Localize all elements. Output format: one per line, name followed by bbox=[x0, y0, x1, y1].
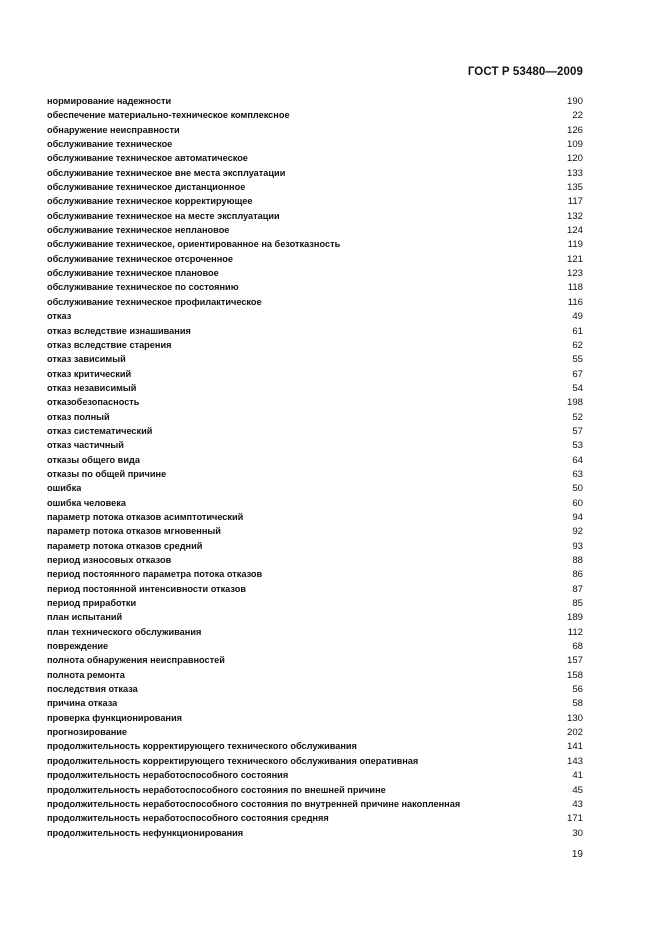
index-entry bbox=[47, 438, 583, 452]
index-page-ref: 58 bbox=[572, 698, 583, 710]
index-page-ref: 143 bbox=[566, 755, 583, 767]
index-term: обслуживание техническое дистанционное bbox=[47, 182, 246, 193]
index-entry bbox=[47, 625, 583, 639]
index-term: полнота обнаружения неисправностей bbox=[47, 655, 225, 666]
index-entry bbox=[47, 696, 583, 710]
index-term: план технического обслуживания bbox=[47, 626, 202, 637]
index-page-ref: 118 bbox=[567, 282, 583, 294]
index-term: отказ критический bbox=[47, 368, 132, 379]
index-entry bbox=[47, 123, 583, 137]
index-page-ref: 157 bbox=[566, 655, 583, 667]
index-term: нормирование надежности bbox=[47, 96, 172, 106]
index-page-ref: 190 bbox=[566, 96, 583, 107]
index-page-ref: 49 bbox=[572, 311, 583, 323]
index-term: обслуживание техническое профилактическое bbox=[47, 296, 262, 307]
index-entry bbox=[47, 410, 583, 424]
index-page-ref: 126 bbox=[566, 124, 583, 136]
index-page-ref: 94 bbox=[572, 511, 583, 523]
index-entry bbox=[47, 338, 583, 352]
index-page-ref: 189 bbox=[566, 612, 583, 624]
index-term: отказ независимый bbox=[47, 382, 137, 393]
index-term: параметр потока отказов асимптотический bbox=[47, 511, 244, 522]
index-page-ref: 132 bbox=[566, 210, 583, 222]
index-entry bbox=[47, 510, 583, 524]
index-page-ref: 61 bbox=[572, 325, 583, 337]
index-term: повреждение bbox=[47, 641, 109, 652]
index-entry bbox=[47, 237, 583, 251]
index-entry bbox=[47, 280, 583, 294]
index-term: период приработки bbox=[47, 598, 137, 609]
index-entry bbox=[47, 596, 583, 610]
index-entry bbox=[47, 309, 583, 323]
document-header-standard-code: ГОСТ Р 53480—2009 bbox=[467, 66, 583, 78]
index-page-ref: 55 bbox=[572, 354, 583, 366]
index-page-ref: 123 bbox=[566, 268, 583, 280]
index-entry bbox=[47, 553, 583, 567]
index-term: параметр потока отказов мгновенный bbox=[47, 526, 221, 537]
index-page-ref: 87 bbox=[572, 583, 583, 595]
index-term: проверка функционирования bbox=[47, 712, 182, 723]
index-page-ref: 54 bbox=[572, 382, 583, 394]
index-term: продолжительность корректирующего технического обслуживания оперативная bbox=[47, 755, 419, 766]
index-term: отказ частичный bbox=[47, 440, 124, 451]
index-page-ref: 121 bbox=[566, 253, 583, 265]
index-page-ref: 67 bbox=[572, 368, 583, 380]
index-term: последствия отказа bbox=[47, 684, 138, 695]
index-page-ref: 198 bbox=[566, 397, 583, 409]
index-entry bbox=[47, 467, 583, 481]
index-term: обслуживание техническое на месте эксплуатации bbox=[47, 210, 280, 221]
index-term: ошибка bbox=[47, 483, 82, 494]
index-entry bbox=[47, 739, 583, 753]
index-page-ref: 52 bbox=[572, 411, 583, 423]
index-term: продолжительность неработоспособного состояния bbox=[47, 770, 289, 781]
index-page-ref: 202 bbox=[566, 727, 583, 739]
index-page-ref: 171 bbox=[566, 813, 583, 825]
index-page-ref: 158 bbox=[566, 669, 583, 681]
index-term: обслуживание техническое, ориентированное на безотказность bbox=[47, 239, 341, 250]
index-entry bbox=[47, 180, 583, 194]
index-entry bbox=[47, 711, 583, 725]
index-page-ref: 64 bbox=[572, 454, 583, 466]
index-term: причина отказа bbox=[47, 698, 118, 709]
index-page-ref: 135 bbox=[566, 182, 583, 194]
index-page-ref: 22 bbox=[572, 110, 583, 122]
index-page-ref: 68 bbox=[572, 641, 583, 653]
index-entry bbox=[47, 610, 583, 624]
index-term: отказ bbox=[47, 311, 72, 322]
index-term: отказы по общей причине bbox=[47, 468, 167, 479]
index-entry bbox=[47, 252, 583, 266]
index-entry bbox=[47, 424, 583, 438]
index-entry bbox=[47, 754, 583, 768]
page-number: 19 bbox=[571, 849, 583, 860]
index-term: продолжительность неработоспособного состояния средняя bbox=[47, 813, 329, 824]
index-entry bbox=[47, 395, 583, 409]
index-page-ref: 86 bbox=[572, 569, 583, 581]
index-entry bbox=[47, 137, 583, 151]
index-term: продолжительность неработоспособного состояния по внутренней причине накопленная bbox=[47, 798, 461, 809]
index-page-ref: 120 bbox=[566, 153, 583, 165]
index-term: обслуживание техническое bbox=[47, 139, 173, 150]
index-entry bbox=[47, 453, 583, 467]
index-page-ref: 57 bbox=[572, 425, 583, 437]
index-entry bbox=[47, 496, 583, 510]
index-page-ref: 30 bbox=[572, 827, 583, 839]
index-page-ref: 45 bbox=[572, 784, 583, 796]
index-term: обслуживание техническое вне места эксплуатации bbox=[47, 167, 286, 178]
index-term: обслуживание техническое корректирующее bbox=[47, 196, 253, 207]
index-entry bbox=[47, 94, 583, 108]
index-term: продолжительность неработоспособного состояния по внешней причине bbox=[47, 784, 386, 795]
index-term: отказ вследствие старения bbox=[47, 339, 172, 350]
index-page-ref: 117 bbox=[567, 196, 583, 208]
index-page-ref: 85 bbox=[572, 598, 583, 610]
index-page-ref: 109 bbox=[566, 139, 583, 151]
index-term: отказ зависимый bbox=[47, 354, 126, 365]
index-term: полнота ремонта bbox=[47, 669, 125, 680]
index-page-ref: 119 bbox=[567, 239, 583, 251]
index-term: период постоянной интенсивности отказов bbox=[47, 583, 246, 594]
subject-index-list bbox=[47, 94, 583, 840]
index-entry bbox=[47, 539, 583, 553]
index-entry bbox=[47, 381, 583, 395]
index-entry bbox=[47, 582, 583, 596]
index-entry bbox=[47, 783, 583, 797]
index-term: прогнозирование bbox=[47, 727, 128, 738]
index-entry bbox=[47, 682, 583, 696]
index-entry bbox=[47, 352, 583, 366]
index-entry bbox=[47, 223, 583, 237]
index-term: период постоянного параметра потока отказов bbox=[47, 569, 263, 580]
index-entry bbox=[47, 209, 583, 223]
index-term: отказ полный bbox=[47, 411, 110, 422]
index-page-ref: 92 bbox=[572, 526, 583, 538]
index-term: обслуживание техническое автоматическое bbox=[47, 153, 248, 164]
index-page-ref: 63 bbox=[572, 468, 583, 480]
index-term: обслуживание техническое неплановое bbox=[47, 225, 230, 236]
index-term: обеспечение материально-техническое комплексное bbox=[47, 110, 290, 121]
index-entry bbox=[47, 166, 583, 180]
index-entry bbox=[47, 108, 583, 122]
index-page-ref: 62 bbox=[572, 339, 583, 351]
index-entry bbox=[47, 826, 583, 840]
index-term: параметр потока отказов средний bbox=[47, 540, 203, 551]
index-entry bbox=[47, 295, 583, 309]
index-entry bbox=[47, 367, 583, 381]
index-entry bbox=[47, 266, 583, 280]
index-page-ref: 116 bbox=[567, 296, 583, 308]
index-term: продолжительность нефункционирования bbox=[47, 827, 244, 838]
index-term: продолжительность корректирующего технического обслуживания bbox=[47, 741, 357, 752]
index-page-ref: 93 bbox=[572, 540, 583, 552]
index-term: обслуживание техническое отсроченное bbox=[47, 253, 233, 264]
index-term: обслуживание техническое по состоянию bbox=[47, 282, 239, 293]
index-entry bbox=[47, 668, 583, 682]
index-entry bbox=[47, 481, 583, 495]
index-page-ref: 88 bbox=[572, 555, 583, 566]
index-term: ошибка человека bbox=[47, 497, 126, 508]
index-entry bbox=[47, 725, 583, 739]
index-term: отказы общего вида bbox=[47, 454, 140, 465]
index-entry bbox=[47, 324, 583, 338]
index-entry bbox=[47, 797, 583, 811]
index-page-ref: 50 bbox=[572, 483, 583, 495]
index-page-ref: 141 bbox=[566, 741, 583, 753]
index-entry bbox=[47, 811, 583, 825]
index-page-ref: 133 bbox=[566, 167, 583, 179]
index-entry bbox=[47, 194, 583, 208]
index-term: отказ вследствие изнашивания bbox=[47, 325, 191, 336]
index-entry bbox=[47, 567, 583, 581]
index-page-ref: 124 bbox=[566, 225, 583, 237]
index-term: отказ систематический bbox=[47, 425, 153, 436]
index-page-ref: 112 bbox=[567, 626, 583, 638]
index-entry bbox=[47, 151, 583, 165]
index-term: план испытаний bbox=[47, 612, 123, 623]
index-entry bbox=[47, 524, 583, 538]
index-entry bbox=[47, 639, 583, 653]
index-page-ref: 53 bbox=[572, 440, 583, 452]
index-entry bbox=[47, 653, 583, 667]
index-term: период износовых отказов bbox=[47, 555, 172, 565]
index-page-ref: 56 bbox=[572, 684, 583, 696]
index-page-ref: 60 bbox=[572, 497, 583, 509]
index-page-ref: 130 bbox=[566, 712, 583, 724]
index-entry bbox=[47, 768, 583, 782]
index-page-ref: 43 bbox=[572, 798, 583, 810]
index-term: обнаружение неисправности bbox=[47, 124, 180, 135]
index-term: отказобезопасность bbox=[47, 397, 140, 408]
index-page-ref: 41 bbox=[572, 770, 583, 782]
index-term: обслуживание техническое плановое bbox=[47, 268, 219, 279]
